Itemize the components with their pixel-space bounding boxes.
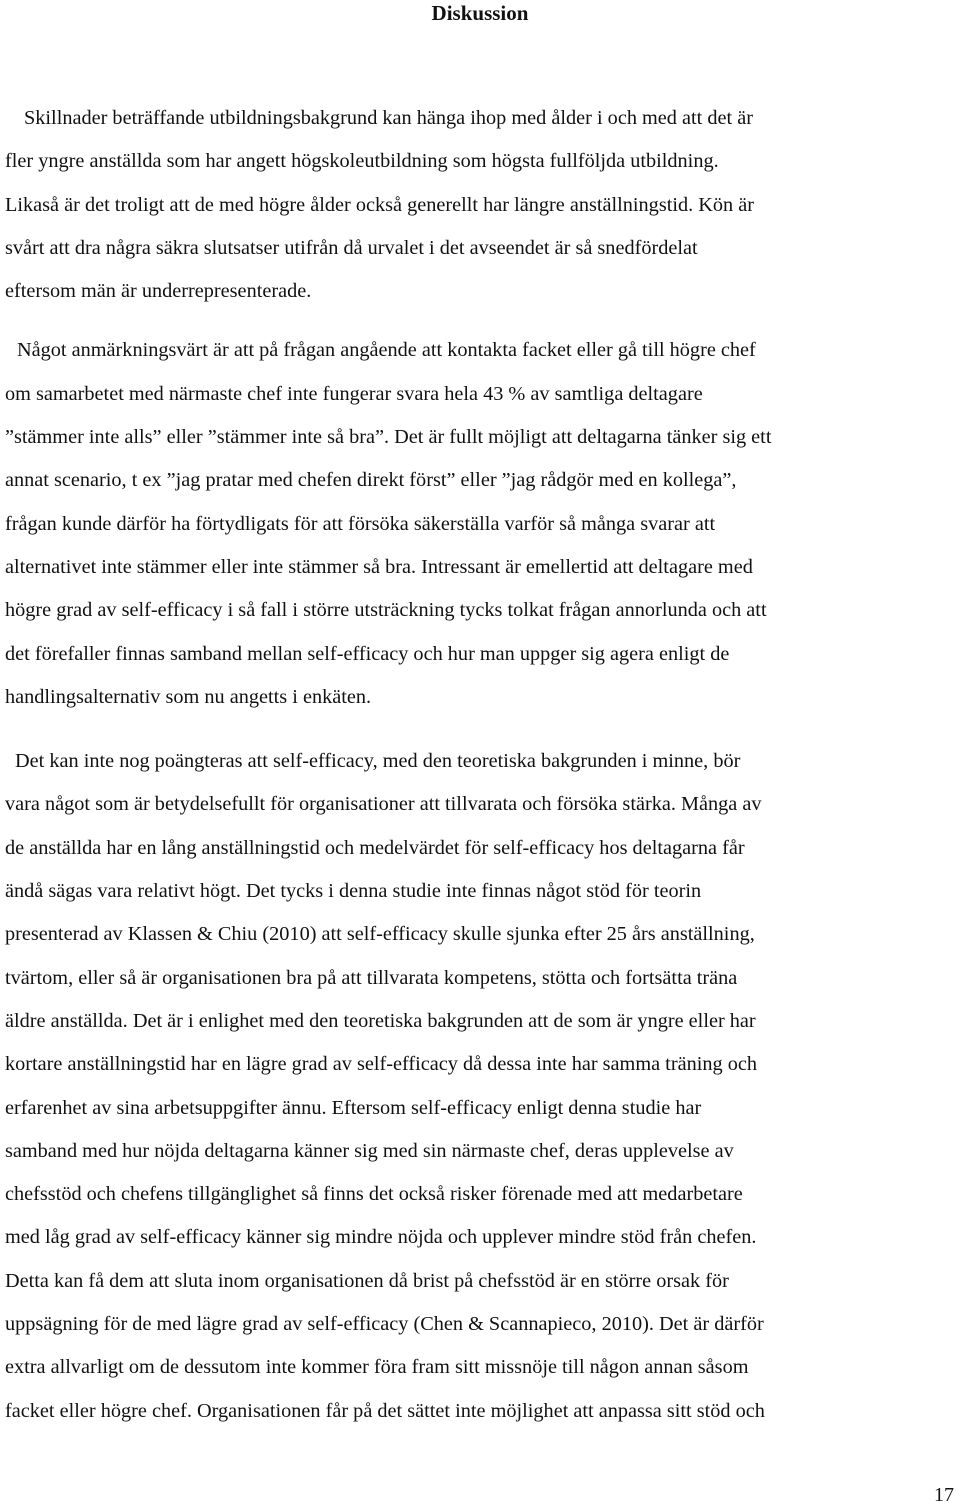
paragraph-3 — [5, 740, 955, 1433]
text-line: annat scenario, t ex ”jag pratar med chefen direkt först” eller ”jag rådgör med en kollega”, — [5, 469, 737, 492]
text-line: chefsstöd och chefens tillgänglighet så finns det också risker förenade med att medarbetare — [5, 1183, 743, 1206]
body-text — [5, 97, 955, 1455]
text-line: de anställda har en lång anställningstid och medelvärdet för self-efficacy hos deltagarna får — [5, 836, 745, 859]
text-line: frågan kunde därför ha förtydligats för att försöka säkerställa varför så många svarar att — [5, 512, 716, 535]
text-line: vara något som är betydelsefullt för organisationer att tillvarata och försöka stärka. Många av — [5, 793, 762, 816]
text-line: samband med hur nöjda deltagarna känner sig med sin närmaste chef, deras upplevelse av — [5, 1139, 734, 1162]
text-line: alternativet inte stämmer eller inte stämmer så bra. Intressant är emellertid att deltagare med — [5, 555, 753, 578]
text-line: Något anmärkningsvärt är att på frågan angående att kontakta facket eller gå till högre chef — [17, 339, 756, 362]
text-line: Det kan inte nog poängteras att self-efficacy, med den teoretiska bakgrunden i minne, bör — [15, 750, 741, 773]
text-line: eftersom män är underrepresenterade. — [5, 280, 312, 303]
text-line: kortare anställningstid har en lägre grad av self-efficacy då dessa inte har samma träning och — [5, 1053, 757, 1076]
text-line: Likaså är det troligt att de med högre ålder också generellt har längre anställningstid. Kön är — [5, 193, 755, 216]
text-line: högre grad av self-efficacy i så fall i större utsträckning tycks tolkat frågan annorlunda och att — [5, 599, 767, 622]
page-number: 17 — [934, 1484, 954, 1506]
text-line: ”stämmer inte alls” eller ”stämmer inte så bra”. Det är fullt möjligt att deltagarna tänker sig ett — [5, 426, 772, 449]
text-line: erfarenhet av sina arbetsuppgifter ännu. Eftersom self-efficacy enligt denna studie har — [5, 1096, 702, 1119]
text-line: Skillnader beträffande utbildningsbakgrund kan hänga ihop med ålder i och med att det är — [24, 107, 753, 129]
paragraph-1 — [5, 97, 955, 313]
text-line: extra allvarligt om de dessutom inte kommer föra fram sitt missnöje till någon annan såsom — [5, 1356, 749, 1379]
text-line: presenterad av Klassen & Chiu (2010) att self-efficacy skulle sjunka efter 25 års anställning, — [5, 923, 755, 946]
page-title: Diskussion — [431, 1, 529, 25]
text-line: ändå sägas vara relativt högt. Det tycks i denna studie inte finnas något stöd för teorin — [5, 880, 702, 903]
text-line: facket eller högre chef. Organisationen får på det sättet inte möjlighet att anpassa sitt stöd och — [5, 1399, 765, 1422]
text-line: äldre anställda. Det är i enlighet med den teoretiska bakgrunden att de som är yngre eller har — [5, 1009, 756, 1032]
text-line: handlingsalternativ som nu angetts i enkäten. — [5, 685, 372, 708]
text-line: uppsägning för de med lägre grad av self-efficacy (Chen & Scannapieco, 2010). Det är därför — [5, 1313, 764, 1336]
text-line: svårt att dra några säkra slutsatser utifrån då urvalet i det avseendet är så snedfördelat — [5, 236, 698, 259]
text-line: Detta kan få dem att sluta inom organisationen då brist på chefsstöd är en större orsak för — [5, 1269, 729, 1292]
paragraph-2 — [5, 329, 955, 719]
text-line: det förefaller finnas samband mellan self-efficacy och hur man uppger sig agera enligt de — [5, 642, 730, 665]
text-line: tvärtom, eller så är organisationen bra på att tillvarata kompetens, stötta och fortsätta träna — [5, 966, 738, 989]
text-line: om samarbetet med närmaste chef inte fungerar svara hela 43 % av samtliga deltagare — [5, 382, 703, 405]
text-line: med låg grad av self-efficacy känner sig mindre nöjda och upplever mindre stöd från chefen. — [5, 1226, 757, 1249]
text-line: fler yngre anställda som har angett högskoleutbildning som högsta fullföljda utbildning. — [5, 150, 719, 173]
